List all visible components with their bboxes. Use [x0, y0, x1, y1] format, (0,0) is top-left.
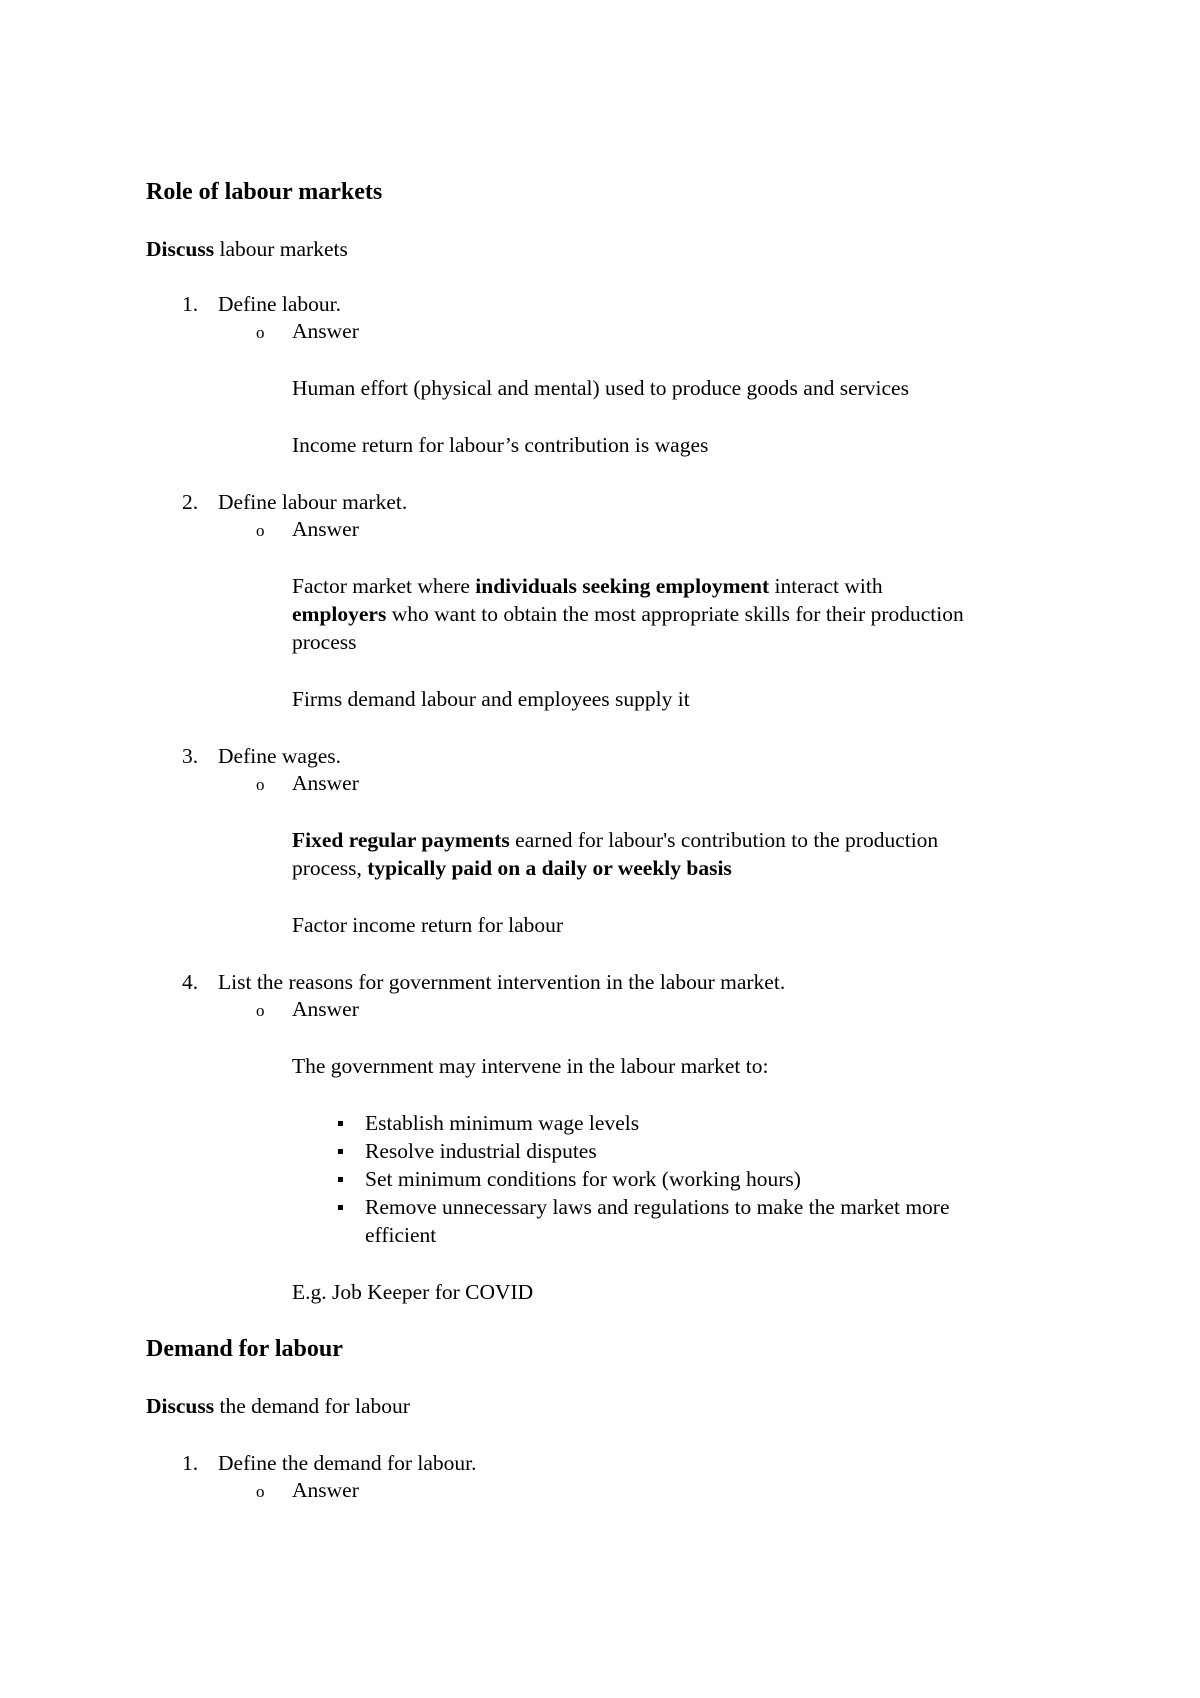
question-text: Define wages.: [218, 744, 341, 768]
question-text: Define the demand for labour.: [218, 1451, 477, 1475]
sub-bullet-icon: o: [256, 775, 265, 794]
answer-paragraph-line: [292, 601, 964, 627]
question-number: 4.: [182, 970, 199, 994]
text-run: who want to obtain the most appropriate skills for their production: [386, 602, 964, 626]
question-text: Define labour market.: [218, 490, 408, 514]
square-bullet-icon: [338, 1177, 343, 1182]
discuss-topic: the demand for labour: [214, 1394, 410, 1418]
question-text: List the reasons for government intervention in the labour market.: [218, 970, 786, 994]
discuss-topic: labour markets: [214, 237, 348, 261]
list-item: Establish minimum wage levels: [365, 1111, 640, 1135]
discuss-line: [146, 1393, 410, 1419]
example-line: E.g. Job Keeper for COVID: [292, 1280, 534, 1304]
answer-label: Answer: [292, 771, 359, 795]
answer-label: Answer: [292, 1478, 359, 1502]
text-run: process,: [292, 856, 368, 880]
square-bullet-icon: [338, 1149, 343, 1154]
question-number: 1.: [182, 1451, 199, 1475]
section-heading-role-of-labour-markets: Role of labour markets: [146, 179, 383, 205]
answer-paragraph-line: [292, 855, 732, 881]
discuss-keyword: Discuss: [146, 237, 215, 261]
question-number: 3.: [182, 744, 199, 768]
square-bullet-icon: [338, 1121, 343, 1126]
text-run: earned for labour's contribution to the production: [509, 828, 939, 852]
answer-paragraph: Firms demand labour and employees supply it: [292, 687, 690, 711]
section-heading-demand-for-labour: Demand for labour: [146, 1336, 343, 1362]
answer-paragraph-line: [292, 827, 938, 853]
answer-paragraph: Human effort (physical and mental) used to produce goods and services: [292, 376, 909, 400]
answer-label: Answer: [292, 319, 359, 343]
emphasis-text: employers: [292, 602, 387, 626]
emphasis-text: typically paid on a daily or weekly basis: [367, 856, 732, 880]
answer-paragraph: The government may intervene in the labour market to:: [292, 1054, 769, 1078]
list-item-continuation: efficient: [365, 1223, 437, 1247]
answer-label: Answer: [292, 517, 359, 541]
square-bullet-icon: [338, 1205, 343, 1210]
list-item: Remove unnecessary laws and regulations to make the market more: [365, 1195, 950, 1219]
discuss-keyword: Discuss: [146, 1394, 215, 1418]
sub-bullet-icon: o: [256, 1001, 265, 1020]
sub-bullet-icon: o: [256, 323, 265, 342]
list-item: Resolve industrial disputes: [365, 1139, 597, 1163]
sub-bullet-icon: o: [256, 1482, 265, 1501]
answer-paragraph-line: process: [292, 630, 357, 654]
answer-paragraph: Income return for labour’s contribution is wages: [292, 433, 709, 457]
emphasis-text: individuals seeking employment: [475, 574, 770, 598]
list-item: Set minimum conditions for work (working hours): [365, 1167, 801, 1191]
text-run: interact with: [769, 574, 883, 598]
question-number: 1.: [182, 292, 199, 316]
answer-paragraph-line: [292, 573, 883, 599]
sub-bullet-icon: o: [256, 521, 265, 540]
question-text: Define labour.: [218, 292, 341, 316]
text-run: Factor market where: [292, 574, 476, 598]
discuss-line: [146, 236, 348, 262]
answer-paragraph: Factor income return for labour: [292, 913, 564, 937]
answer-label: Answer: [292, 997, 359, 1021]
question-number: 2.: [182, 490, 199, 514]
emphasis-text: Fixed regular payments: [292, 828, 510, 852]
